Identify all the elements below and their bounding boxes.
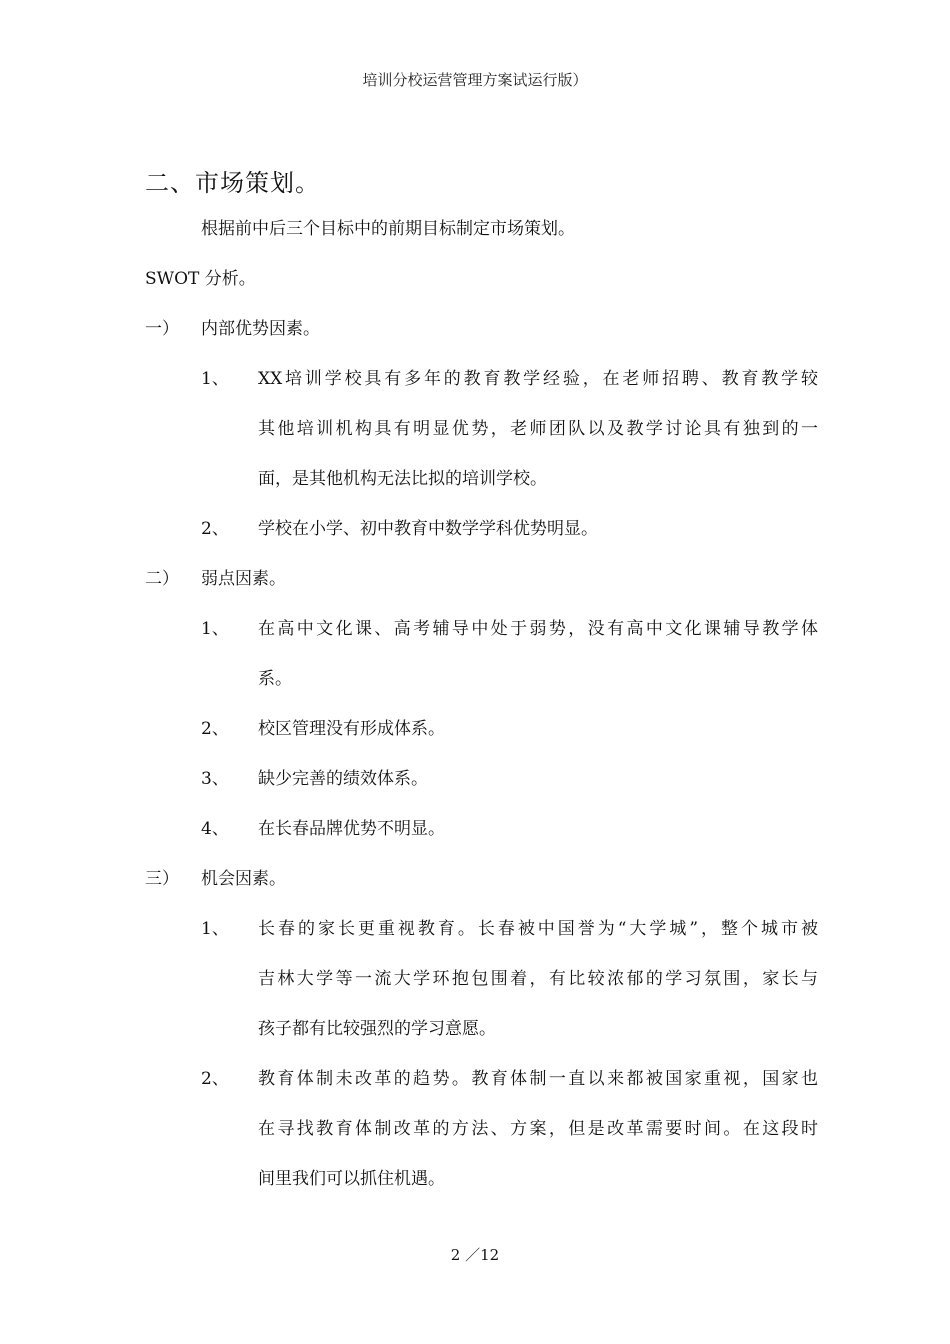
item-line: 教育体制未改革的趋势。教育体制一直以来都被国家重视，国家也	[258, 1069, 818, 1089]
group-title: 弱点因素。	[201, 569, 286, 589]
item-marker: 2、	[201, 519, 229, 539]
item-line: 其他培训机构具有明显优势，老师团队以及教学讨论具有独到的一	[258, 419, 818, 439]
item-line: 在长春品牌优势不明显。	[258, 819, 445, 839]
group-title: 机会因素。	[201, 869, 286, 889]
item-line: 在高中文化课、高考辅导中处于弱势，没有高中文化课辅导教学体	[258, 619, 818, 639]
swot-label: SWOT 分析。	[145, 269, 256, 289]
item-line: XX培训学校具有多年的教育教学经验，在老师招聘、教育教学较	[258, 369, 818, 389]
item-line: 吉林大学等一流大学环抱包围着，有比较浓郁的学习氛围，家长与	[258, 969, 818, 989]
section-intro: 根据前中后三个目标中的前期目标制定市场策划。	[201, 219, 575, 239]
group-title: 内部优势因素。	[201, 319, 320, 339]
item-marker: 1、	[201, 919, 229, 939]
item-line: 面，是其他机构无法比拟的培训学校。	[258, 469, 547, 489]
item-marker: 3、	[201, 769, 229, 789]
page-header: 培训分校运营管理方案试运行版）	[362, 71, 588, 89]
item-line: 校区管理没有形成体系。	[258, 719, 445, 739]
item-line: 在寻找教育体制改革的方法、方案，但是改革需要时间。在这段时	[258, 1119, 818, 1139]
item-marker: 2、	[201, 719, 229, 739]
item-line: 缺少完善的绩效体系。	[258, 769, 428, 789]
item-marker: 1、	[201, 369, 229, 389]
group-marker: 三）	[145, 869, 179, 889]
item-line: 孩子都有比较强烈的学习意愿。	[258, 1019, 496, 1039]
item-line: 系。	[258, 669, 292, 689]
page-number: 2 ／12	[450, 1246, 500, 1264]
item-line: 长春的家长更重视教育。长春被中国誉为“大学城”，整个城市被	[258, 919, 818, 939]
item-line: 学校在小学、初中教育中数学学科优势明显。	[258, 519, 598, 539]
section-title: 二、市场策划。	[145, 169, 320, 197]
item-marker: 1、	[201, 619, 229, 639]
group-marker: 一）	[145, 319, 179, 339]
item-marker: 2、	[201, 1069, 229, 1089]
item-marker: 4、	[201, 819, 229, 839]
item-line: 间里我们可以抓住机遇。	[258, 1169, 445, 1189]
group-marker: 二）	[145, 569, 179, 589]
